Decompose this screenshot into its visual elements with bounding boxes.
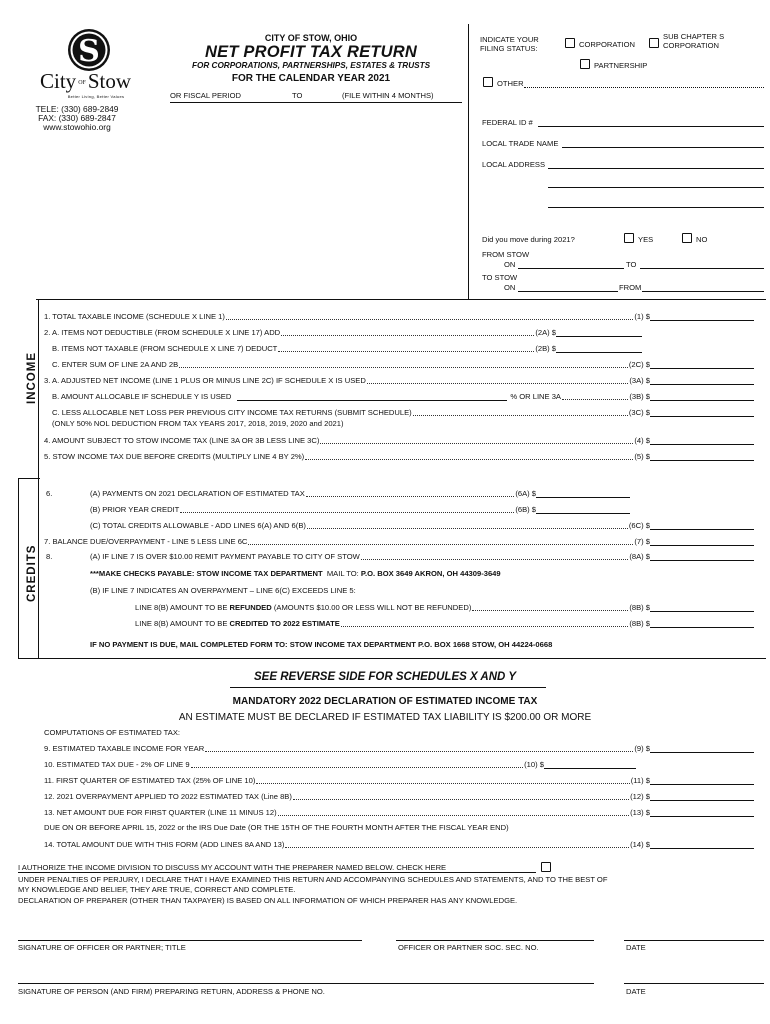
- line-8a-amount[interactable]: [650, 552, 754, 561]
- line-10-amount[interactable]: [544, 760, 636, 769]
- local-address-label: LOCAL ADDRESS: [482, 160, 546, 169]
- to-stow-on-field[interactable]: [518, 291, 618, 292]
- officer-signature-line[interactable]: [18, 940, 362, 941]
- local-address-field-2[interactable]: [548, 187, 764, 188]
- reverse-side-note: SEE REVERSE SIDE FOR SCHEDULES X AND Y: [253, 671, 516, 683]
- side-left-rule: [18, 478, 19, 658]
- declaration-subtitle: AN ESTIMATE MUST BE DECLARED IF ESTIMATED TAX LIABILITY IS $200.00 OR MORE: [178, 712, 592, 723]
- calendar-year: FOR THE CALENDAR YEAR 2021: [231, 73, 391, 84]
- logo-stow: Stow: [87, 69, 132, 93]
- file-within-label: (FILE WITHIN 4 MONTHS): [342, 91, 434, 100]
- city-logo: [30, 28, 148, 100]
- from-stow-to-field[interactable]: [640, 268, 764, 269]
- line-1: 1. TOTAL TAXABLE INCOME (SCHEDULE X LINE 1) (1) $: [44, 312, 754, 321]
- stow-monogram-icon: [30, 28, 148, 72]
- from-stow-on-field[interactable]: [518, 268, 624, 269]
- fiscal-period-label: OR FISCAL PERIOD: [170, 91, 242, 100]
- other-label: OTHER: [497, 79, 524, 88]
- declaration-title: MANDATORY 2022 DECLARATION OF ESTIMATED INCOME TAX: [232, 696, 538, 707]
- line-3b-percent[interactable]: [237, 392, 507, 401]
- svg-text:S: S: [78, 34, 100, 69]
- contact-web: www.stowohio.org: [43, 122, 111, 132]
- line-11: 11. FIRST QUARTER OF ESTIMATED TAX (25% OF LINE 10) (11) $: [44, 776, 754, 785]
- line-13-amount[interactable]: [650, 808, 754, 817]
- page-subtitle: FOR CORPORATIONS, PARTNERSHIPS, ESTATES & TRUSTS: [191, 61, 431, 70]
- no-payment-mail-note: IF NO PAYMENT IS DUE, MAIL COMPLETED FORM TO: STOW INCOME TAX DEPARTMENT P.O. BOX 1668 STOW, OH 44224-0668: [90, 640, 553, 649]
- line-10: 10. ESTIMATED TAX DUE - 2% OF LINE 9 (10) $: [44, 760, 636, 769]
- fiscal-to-label: TO: [292, 91, 303, 100]
- contact-tele: TELE: (330) 689-2849: [35, 104, 119, 114]
- moved-yes-checkbox[interactable]: [624, 233, 634, 243]
- reverse-underline: [230, 687, 546, 688]
- filing-box-divider: [468, 24, 469, 300]
- logo-tagline: Better Living, Better Values: [67, 94, 125, 99]
- line-1-amount[interactable]: [650, 312, 754, 321]
- preparer-date-label: DATE: [626, 987, 646, 996]
- line-3a-amount[interactable]: [650, 376, 754, 385]
- authorize-preparer-text: I AUTHORIZE THE INCOME DIVISION TO DISCUSS MY ACCOUNT WITH THE PREPARER NAMED BELOW. CHECK HERE: [18, 863, 447, 872]
- officer-date-line[interactable]: [624, 940, 764, 941]
- local-address-field-1[interactable]: [548, 168, 764, 169]
- line-4: 4. AMOUNT SUBJECT TO STOW INCOME TAX (LINE 3A OR 3B LESS LINE 3C) (4) $: [44, 436, 754, 445]
- line-3a: 3. A. ADJUSTED NET INCOME (LINE 1 PLUS OR MINUS LINE 2C) IF SCHEDULE X IS USED (3A) $: [44, 376, 754, 385]
- line-3c-note: (ONLY 50% NOL DEDUCTION FROM TAX YEARS 2017, 2018, 2019, 2020 and 2021): [52, 419, 344, 428]
- contact-fax: FAX: (330) 689-2847: [38, 113, 116, 123]
- line-9-amount[interactable]: [650, 744, 754, 753]
- line-3c-amount[interactable]: [650, 408, 754, 417]
- moved-question: Did you move during 2021?: [482, 235, 575, 244]
- line-14-amount[interactable]: [650, 840, 754, 849]
- authorize-underline: [18, 872, 536, 873]
- line-8b-refund-amount[interactable]: [650, 603, 754, 612]
- subchapter-s-label: SUB CHAPTER S CORPORATION: [663, 32, 725, 50]
- body-left-rule: [38, 299, 39, 659]
- subchapter-s-checkbox[interactable]: [649, 38, 659, 48]
- local-address-field-3[interactable]: [548, 207, 764, 208]
- moved-yes-label: YES: [638, 235, 654, 244]
- line-2a: 2. A. ITEMS NOT DEDUCTIBLE (FROM SCHEDULE X LINE 17) ADD (2A) $: [44, 328, 642, 337]
- line-8b-refund: LINE 8(B) AMOUNT TO BE REFUNDED (AMOUNTS $10.00 OR LESS WILL NOT BE REFUNDED) (8B) $: [135, 603, 754, 612]
- income-credits-rule: [18, 478, 40, 479]
- to-stow-on-label: ON: [504, 283, 516, 292]
- line-14: 14. TOTAL AMOUNT DUE WITH THIS FORM (ADD LINES 8A AND 13) (14) $: [44, 840, 754, 849]
- contact-block: [22, 105, 132, 132]
- corporation-checkbox[interactable]: [565, 38, 575, 48]
- officer-ssn-line[interactable]: [396, 940, 594, 941]
- income-section-label: INCOME: [26, 352, 38, 404]
- officer-ssn-label: OFFICER OR PARTNER SOC. SEC. NO.: [398, 943, 539, 952]
- computations-label: COMPUTATIONS OF ESTIMATED TAX:: [44, 728, 180, 737]
- line-3b-amount[interactable]: [650, 392, 754, 401]
- filing-status-label: INDICATE YOUR FILING STATUS:: [480, 35, 539, 53]
- preparer-date-line[interactable]: [624, 983, 764, 984]
- from-stow-on-label: ON: [504, 260, 516, 269]
- city-heading: CITY OF STOW, OHIO: [264, 33, 358, 43]
- line-12-amount[interactable]: [650, 792, 754, 801]
- line-6-number: 6.: [46, 489, 53, 498]
- line-5-amount[interactable]: [650, 452, 754, 461]
- line-2c-amount[interactable]: [650, 360, 754, 369]
- logo-of: OF: [78, 80, 86, 87]
- line-2b: B. ITEMS NOT TAXABLE (FROM SCHEDULE X LINE 7) DEDUCT (2B) $: [52, 344, 642, 353]
- line-3c: C. LESS ALLOCABLE NET LOSS PER PREVIOUS CITY INCOME TAX RETURNS (SUBMIT SCHEDULE) (3C) $: [52, 408, 754, 417]
- line-2a-amount[interactable]: [556, 328, 642, 337]
- header-bottom-rule: [36, 299, 766, 300]
- officer-signature-label: SIGNATURE OF OFFICER OR PARTNER; TITLE: [18, 943, 186, 952]
- due-date-note: DUE ON OR BEFORE APRIL 15, 2022 or the IRS Due Date (OR THE 15TH OF THE FOURTH MONTH AFTER THE FISCAL YEAR END): [44, 823, 509, 832]
- to-stow-label: TO STOW: [482, 273, 518, 282]
- line-6b-amount[interactable]: [536, 505, 630, 514]
- line-6a-amount[interactable]: [536, 489, 630, 498]
- perjury-line-1: UNDER PENALTIES OF PERJURY, I DECLARE THAT I HAVE EXAMINED THIS RETURN AND ACCOMPANYING SCHEDULES AND STATEMENTS, AND TO THE BEST OF: [18, 875, 608, 884]
- federal-id-field[interactable]: [538, 126, 764, 127]
- line-8a: (A) IF LINE 7 IS OVER $10.00 REMIT PAYMENT PAYABLE TO CITY OF STOW (8A) $: [90, 552, 754, 561]
- authorize-preparer-checkbox[interactable]: [541, 862, 551, 872]
- make-checks-payable: ***MAKE CHECKS PAYABLE: STOW INCOME TAX DEPARTMENT MAIL TO: P.O. BOX 3649 AKRON, OH 44309-3649: [90, 569, 501, 578]
- line-8b-credit-amount[interactable]: [650, 619, 754, 628]
- line-3b: B. AMOUNT ALLOCABLE IF SCHEDULE Y IS USED % OR LINE 3A (3B) $: [52, 392, 754, 401]
- perjury-line-2: MY KNOWLEDGE AND BELIEF, THEY ARE TRUE, CORRECT AND COMPLETE.: [18, 885, 296, 894]
- page-title: NET PROFIT TAX RETURN: [205, 43, 417, 61]
- line-6c-amount[interactable]: [650, 521, 754, 530]
- line-12: 12. 2021 OVERPAYMENT APPLIED TO 2022 ESTIMATED TAX (Line 8B) (12) $: [44, 792, 754, 801]
- trade-name-field[interactable]: [562, 147, 764, 148]
- line-7: 7. BALANCE DUE/OVERPAYMENT - LINE 5 LESS LINE 6C (7) $: [44, 537, 754, 546]
- moved-no-label: NO: [696, 235, 708, 244]
- line-2b-amount[interactable]: [556, 344, 642, 353]
- line-5: 5. STOW INCOME TAX DUE BEFORE CREDITS (MULTIPLY LINE 4 BY 2%) (5) $: [44, 452, 754, 461]
- other-field[interactable]: [524, 87, 764, 88]
- line-6c: (C) TOTAL CREDITS ALLOWABLE - ADD LINES 6(A) AND 6(B) (6C) $: [90, 521, 754, 530]
- partnership-label: PARTNERSHIP: [594, 61, 648, 70]
- perjury-line-3: DECLARATION OF PREPARER (OTHER THAN TAXPAYER) IS BASED ON ALL INFORMATION OF WHICH PREPARER HAS ANY KNOWLEDGE.: [18, 896, 518, 905]
- line-8b: (B) IF LINE 7 INDICATES AN OVERPAYMENT – LINE 6(C) EXCEEDS LINE 5:: [90, 586, 356, 595]
- line-9: 9. ESTIMATED TAXABLE INCOME FOR YEAR (9) $: [44, 744, 754, 753]
- preparer-signature-line[interactable]: [18, 983, 594, 984]
- line-8-number: 8.: [46, 552, 53, 561]
- to-stow-from-label: FROM: [619, 283, 642, 292]
- line-6b: (B) PRIOR YEAR CREDIT (6B) $: [90, 505, 630, 514]
- other-checkbox[interactable]: [483, 77, 493, 87]
- credits-bottom-rule: [18, 658, 766, 659]
- partnership-checkbox[interactable]: [580, 59, 590, 69]
- trade-name-label: LOCAL TRADE NAME: [482, 139, 559, 148]
- from-stow-label: FROM STOW: [482, 250, 530, 259]
- to-stow-from-field[interactable]: [642, 291, 764, 292]
- moved-no-checkbox[interactable]: [682, 233, 692, 243]
- fiscal-period-underline[interactable]: [170, 102, 462, 103]
- line-4-amount[interactable]: [650, 436, 754, 445]
- line-11-amount[interactable]: [650, 776, 754, 785]
- line-6a: (A) PAYMENTS ON 2021 DECLARATION OF ESTIMATED TAX (6A) $: [90, 489, 630, 498]
- line-13: 13. NET AMOUNT DUE FOR FIRST QUARTER (LINE 11 MINUS 12) (13) $: [44, 808, 754, 817]
- line-7-amount[interactable]: [650, 537, 754, 546]
- officer-date-label: DATE: [626, 943, 646, 952]
- line-8b-credit: LINE 8(B) AMOUNT TO BE CREDITED TO 2022 ESTIMATE (8B) $: [135, 619, 754, 628]
- logo-city: City: [40, 69, 77, 93]
- preparer-signature-label: SIGNATURE OF PERSON (AND FIRM) PREPARING RETURN, ADDRESS & PHONE NO.: [18, 987, 325, 996]
- credits-section-label: CREDITS: [26, 544, 38, 602]
- line-2c: C. ENTER SUM OF LINE 2A AND 2B (2C) $: [52, 360, 754, 369]
- from-stow-to-label: TO: [626, 260, 637, 269]
- corporation-label: CORPORATION: [579, 40, 635, 49]
- federal-id-label: FEDERAL ID #: [482, 118, 533, 127]
